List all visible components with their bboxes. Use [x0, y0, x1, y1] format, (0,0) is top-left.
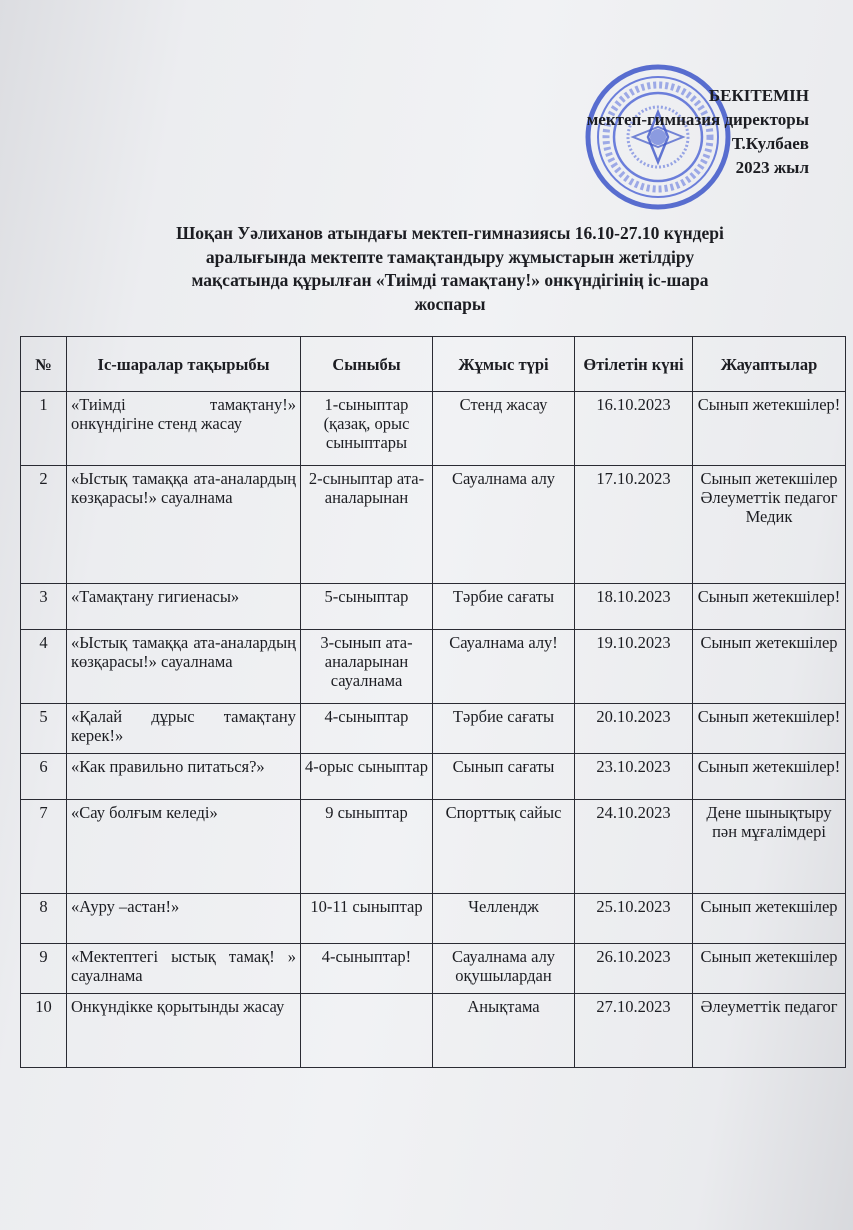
cell-class: 2-сыныптар ата-аналарынан [301, 466, 433, 584]
document-title [120, 222, 780, 316]
cell-topic: «Сау болғым келеді» [67, 800, 301, 894]
header-class: Сыныбы [301, 337, 433, 392]
cell-date: 19.10.2023 [575, 630, 693, 704]
cell-topic: Онкүндікке қорытынды жасау [67, 994, 301, 1068]
cell-number: 10 [21, 994, 67, 1068]
cell-date: 23.10.2023 [575, 754, 693, 800]
cell-topic: «Тиімді тамақтану!» онкүндігіне стенд жасау [67, 392, 301, 466]
cell-responsible: Сынып жетекшілер [693, 630, 846, 704]
title-line: аралығында мектепте тамақтандыру жұмыстарын жетілдіру [205, 246, 695, 267]
cell-class: 1-сыныптар (қазақ, орыс сыныптары [301, 392, 433, 466]
cell-date: 26.10.2023 [575, 944, 693, 994]
cell-class: 4-сыныптар [301, 704, 433, 754]
cell-number: 7 [21, 800, 67, 894]
cell-topic: «Как правильно питаться?» [67, 754, 301, 800]
cell-number: 5 [21, 704, 67, 754]
cell-number: 9 [21, 944, 67, 994]
table-row [21, 704, 846, 754]
cell-work-type: Сынып сағаты [433, 754, 575, 800]
cell-work-type: Анықтама [433, 994, 575, 1068]
header-topic: Іс-шаралар тақырыбы [67, 337, 301, 392]
cell-class: 4-сыныптар! [301, 944, 433, 994]
cell-date: 27.10.2023 [575, 994, 693, 1068]
cell-topic: «Тамақтану гигиенасы» [67, 584, 301, 630]
cell-work-type: Тәрбие сағаты [433, 584, 575, 630]
event-plan-table [20, 336, 846, 1068]
cell-class: 3-сынып ата-аналарынан сауалнама [301, 630, 433, 704]
cell-work-type: Спорттық сайыс [433, 800, 575, 894]
cell-date: 24.10.2023 [575, 800, 693, 894]
table-row [21, 466, 846, 584]
header-number: № [21, 337, 67, 392]
table-row [21, 994, 846, 1068]
cell-responsible: Сынып жетекшілер [693, 894, 846, 944]
cell-work-type: Сауалнама алу! [433, 630, 575, 704]
table-row [21, 944, 846, 994]
cell-number: 1 [21, 392, 67, 466]
header-date: Өтілетін күні [575, 337, 693, 392]
cell-work-type: Сауалнама алу оқушылардан [433, 944, 575, 994]
cell-number: 6 [21, 754, 67, 800]
cell-topic: «Ыстық тамаққа ата-аналардың көзқарасы!» сауалнама [67, 630, 301, 704]
cell-date: 16.10.2023 [575, 392, 693, 466]
cell-responsible: Сынып жетекшілер! [693, 704, 846, 754]
cell-class [301, 994, 433, 1068]
cell-number: 8 [21, 894, 67, 944]
table-row [21, 894, 846, 944]
cell-responsible: Дене шынықтыру пән мұғалімдері [693, 800, 846, 894]
cell-number: 2 [21, 466, 67, 584]
cell-number: 3 [21, 584, 67, 630]
cell-date: 20.10.2023 [575, 704, 693, 754]
cell-responsible: Әлеуметтік педагог [693, 994, 846, 1068]
approval-year: 2023 жыл [735, 158, 809, 177]
cell-date: 17.10.2023 [575, 466, 693, 584]
table-row [21, 584, 846, 630]
cell-class: 10-11 сыныптар [301, 894, 433, 944]
header-responsible: Жауаптылар [693, 337, 846, 392]
title-line: жоспары [414, 293, 486, 314]
cell-responsible: Сынып жетекшілер Әлеуметтік педагог Медик [693, 466, 846, 584]
cell-topic: «Ауру –астан!» [67, 894, 301, 944]
header-work-type: Жұмыс түрі [433, 337, 575, 392]
table-row [21, 630, 846, 704]
cell-responsible: Сынып жетекшілер! [693, 584, 846, 630]
cell-class: 4-орыс сыныптар [301, 754, 433, 800]
cell-class: 5-сыныптар [301, 584, 433, 630]
table-header-row [21, 337, 846, 392]
cell-number: 4 [21, 630, 67, 704]
title-line: Шоқан Уәлиханов атындағы мектеп-гимназиясы 16.10-27.10 күндері [176, 223, 724, 243]
cell-date: 18.10.2023 [575, 584, 693, 630]
cell-topic: «Ыстық тамаққа ата-аналардың көзқарасы!» сауалнама [67, 466, 301, 584]
cell-topic: «Мектептегі ыстық тамақ! » сауалнама [67, 944, 301, 994]
approval-name: Т.Кулбаев [731, 134, 809, 153]
cell-work-type: Стенд жасау [433, 392, 575, 466]
cell-work-type: Сауалнама алу [433, 466, 575, 584]
table-row [21, 392, 846, 466]
approval-block [509, 84, 809, 180]
table-row [21, 754, 846, 800]
cell-date: 25.10.2023 [575, 894, 693, 944]
approval-position: мектеп-гимназия директоры [586, 110, 809, 129]
approval-title: БЕКІТЕМІН [708, 86, 809, 105]
cell-responsible: Сынып жетекшілер! [693, 392, 846, 466]
cell-responsible: Сынып жетекшілер! [693, 754, 846, 800]
cell-responsible: Сынып жетекшілер [693, 944, 846, 994]
table-row [21, 800, 846, 894]
cell-topic: «Қалай дұрыс тамақтану керек!» [67, 704, 301, 754]
cell-work-type: Тәрбие сағаты [433, 704, 575, 754]
cell-work-type: Челлендж [433, 894, 575, 944]
title-line: мақсатында құрылған «Тиімді тамақтану!» онкүндігінің іс-шара [191, 270, 709, 290]
cell-class: 9 сыныптар [301, 800, 433, 894]
